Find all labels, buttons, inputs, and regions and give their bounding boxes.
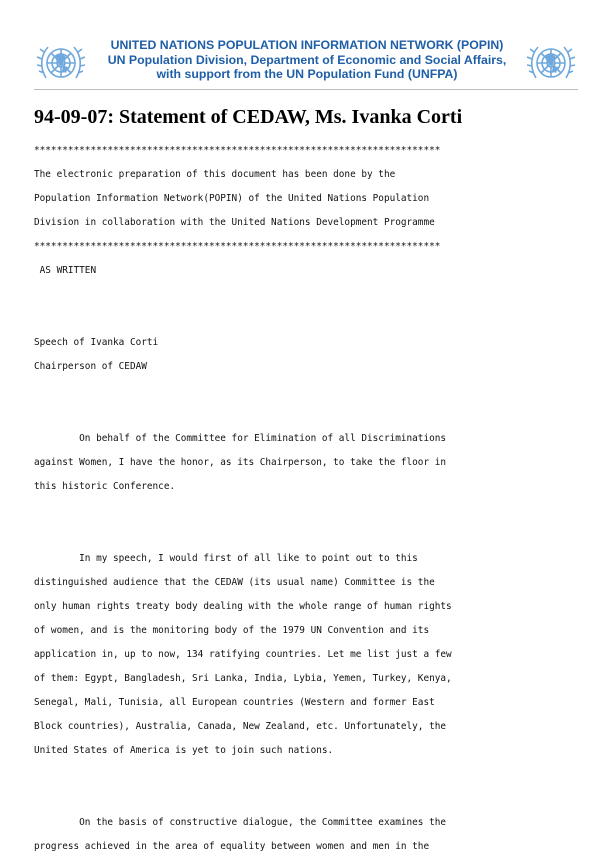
body-line (34, 379, 594, 403)
body-line: Block countries), Australia, Canada, New Zealand, etc. Unfortunately, the (34, 721, 447, 732)
body-line: ************************************************************************ (34, 145, 441, 156)
body-line: progress achieved in the area of equality between women and men in the (34, 841, 430, 852)
body-line: of them: Egypt, Bangladesh, Sri Lanka, India, Lybia, Yemen, Turkey, Kenya, (34, 673, 452, 684)
body-line: against Women, I have the honor, as its Chairperson, to take the floor in (34, 457, 447, 468)
header-line-3: with support from the UN Population Fund (UNFPA) (156, 67, 458, 81)
page-title: 94-09-07: Statement of CEDAW, Ms. Ivanka Corti (34, 106, 463, 128)
body-line: Speech of Ivanka Corti (34, 337, 159, 348)
body-line: this historic Conference. (34, 481, 176, 492)
body-line: ************************************************************************ (34, 241, 441, 252)
body-line: AS WRITTEN (34, 265, 97, 276)
body-line (34, 403, 594, 427)
body-line (34, 283, 594, 307)
body-line: Division in collaboration with the United Nations Development Programme (34, 217, 435, 228)
body-line (34, 307, 594, 331)
header-line-2: UN Population Division, Department of Economic and Social Affairs, (107, 52, 507, 67)
body-line: Senegal, Mali, Tunisia, all European countries (Western and former East (34, 697, 435, 708)
body-line: Population Information Network(POPIN) of the United Nations Population (34, 193, 430, 204)
header-divider (34, 89, 578, 90)
body-line: distinguished audience that the CEDAW (its usual name) Committee is the (34, 577, 435, 588)
body-line: In my speech, I would first of all like to point out to this (34, 553, 418, 564)
popin-header (92, 38, 522, 82)
body-line: On the basis of constructive dialogue, the Committee examines the (34, 817, 447, 828)
body-line: Chairperson of CEDAW (34, 361, 147, 372)
document-body (34, 139, 594, 859)
body-line: United States of America is yet to join such nations. (34, 745, 334, 756)
body-line: only human rights treaty body dealing with the whole range of human rights (34, 601, 452, 612)
body-line (34, 499, 594, 523)
header-line-1: UNITED NATIONS POPULATION INFORMATION NETWORK (POPIN) (110, 38, 504, 52)
body-line (34, 787, 594, 811)
body-line (34, 763, 594, 787)
body-line: application in, up to now, 134 ratifying countries. Let me list just a few (34, 649, 452, 660)
un-emblem-icon (526, 38, 576, 88)
un-emblem-icon (36, 38, 86, 88)
body-line (34, 523, 594, 547)
body-line: of women, and is the monitoring body of the 1979 UN Convention and its (34, 625, 430, 636)
body-line: The electronic preparation of this document has been done by the (34, 169, 396, 180)
body-line: On behalf of the Committee for Elimination of all Discriminations (34, 433, 447, 444)
